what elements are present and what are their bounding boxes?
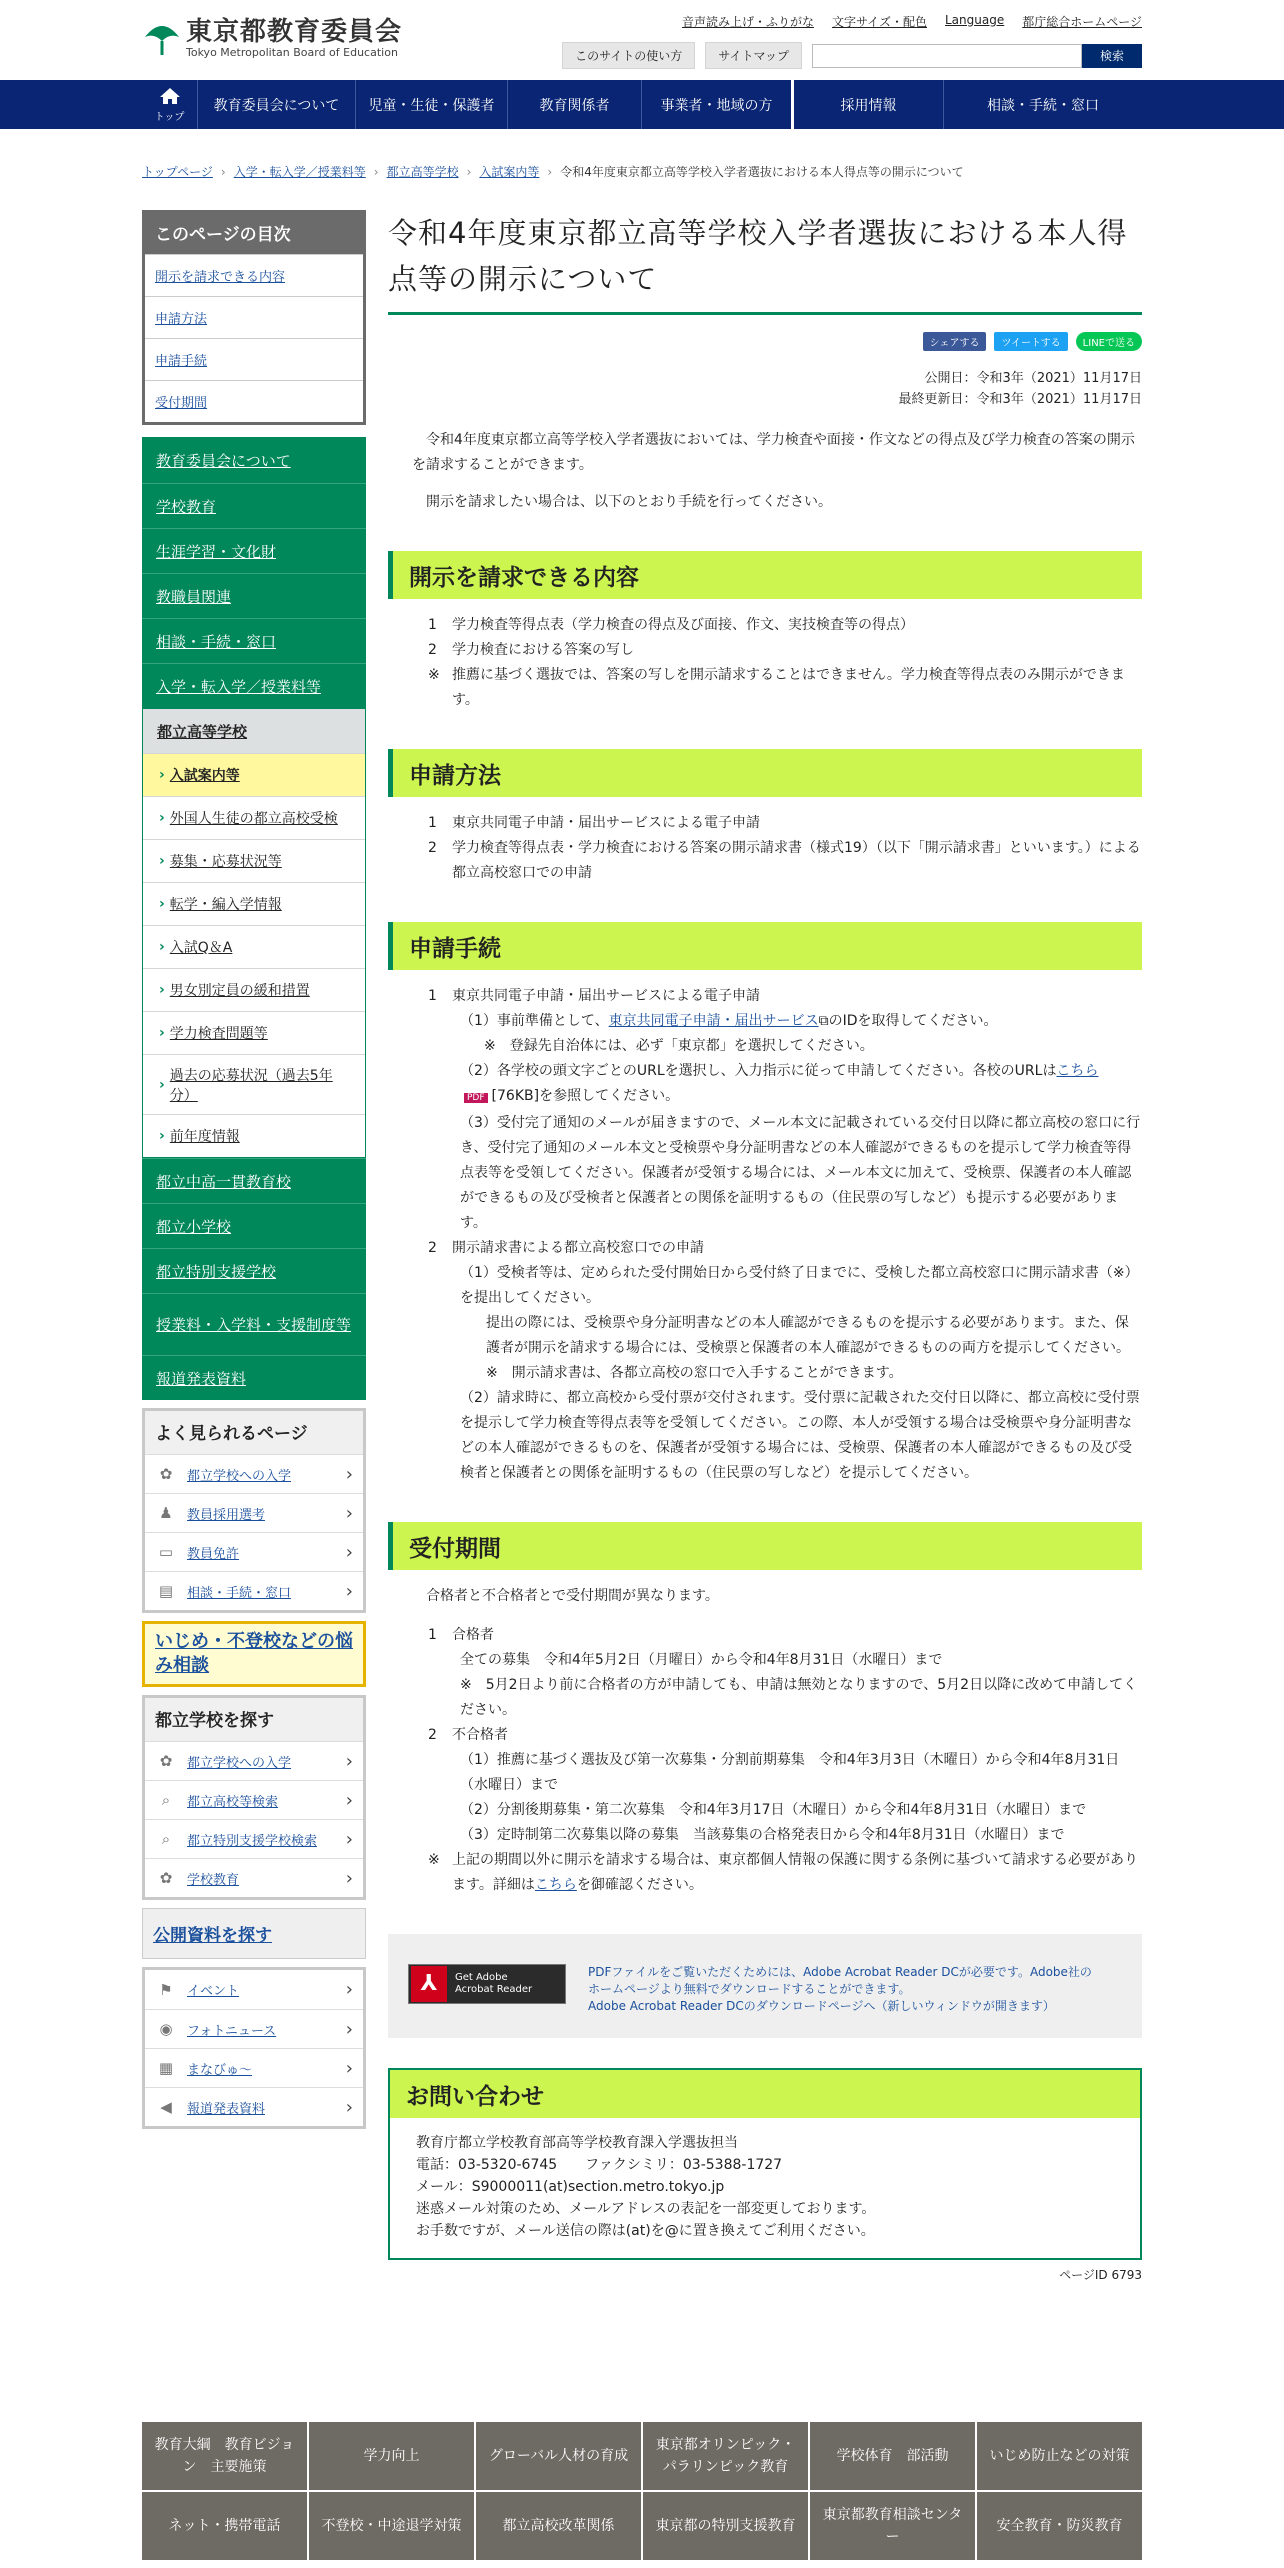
sidenav-item-about[interactable]: 教育委員会について (156, 452, 291, 470)
footer-link-net[interactable]: ネット・携帯電話 (142, 2492, 307, 2560)
find-school-title: 都立学校を探す (145, 1698, 363, 1741)
toc-item-period[interactable]: 受付期間 (155, 396, 208, 411)
procedure-a3-text: （3）受付完了通知のメールが届きますので、メール本文に記載されている交付日以降に都立高校の窓口に行き、受付完了通知のメール本文と受検票や身分証明書などの本人確認ができるものを提示して学力検査等得点表等を受領してください。保護者が受領する場合には、メール本文に加えて、受検票、保護者の本人確認ができるもの及び受検者と保護者との関係を証明するもの（住民票の写しなど）も提示する必要があります。 (460, 1115, 1141, 1231)
popular-item-label: 相談・手続・窓口 (187, 1585, 292, 1601)
procedure-b1-detail: 提出の際には、受検票や身分証明書などの本人確認ができるものを提示する必要があります。また、保護者が開示を請求する場合には、受検票と保護者の本人確認ができるものの両方を提示してください。 (486, 1315, 1130, 1356)
gnav-home-label: トップ (154, 112, 185, 123)
util-link-fontsize[interactable]: 文字サイズ・配色 (831, 15, 927, 29)
popular-title: よく見られるページ (145, 1411, 363, 1454)
side-nav (142, 437, 366, 1400)
misc-item-event[interactable] (145, 1970, 363, 2009)
period-lead: 合格者と不合格者とで受付期間が異なります。 (426, 1588, 719, 1604)
chevron-right-icon: › (159, 767, 165, 783)
popular-item-admission[interactable] (145, 1454, 363, 1493)
contact-dept: 教育庁都立学校教育部高等学校教育課入学選抜担当 (416, 2135, 738, 2151)
search-button[interactable]: 検索 (1082, 44, 1142, 68)
search-input[interactable] (812, 44, 1082, 68)
megaphone-icon: ◀ (160, 2098, 172, 2116)
page-title: 令和4年度東京都立高等学校入学者選抜における本人得点等の開示について (388, 210, 1142, 315)
sidebar (142, 210, 366, 2283)
chevron-right-icon: › (345, 1789, 353, 1811)
util-link-tocho[interactable]: 都庁総合ホームページ (1022, 15, 1142, 29)
period-failed-2: （2）分割後期募集・第二次募集 令和4年3月17日（木曜日）から令和4年8月31日（水曜日）まで (460, 1802, 1087, 1818)
popular-pages (142, 1408, 366, 1613)
procedure-a1-post: のIDを取得してください。 (828, 1013, 998, 1029)
section-heading-period: 受付期間 (388, 1522, 1142, 1570)
sidenav-subitem-past-status[interactable] (143, 1054, 365, 1114)
footer-link-academic[interactable]: 学力向上 (309, 2422, 474, 2490)
util-link-language[interactable]: Language (945, 13, 1005, 27)
footer-link-global[interactable]: グローバル人材の育成 (476, 2422, 641, 2490)
contact-heading: お問い合わせ (390, 2070, 1140, 2118)
site-header (142, 0, 1142, 80)
camera-icon: ◉ (159, 2020, 173, 2038)
sidenav-item-press[interactable]: 報道発表資料 (142, 1355, 366, 1400)
gnav-educators[interactable]: 教育関係者 (508, 80, 642, 129)
footer-link-reform[interactable]: 都立高校改革関係 (476, 2492, 641, 2560)
intro-paragraph-1: 令和4年度東京都立高等学校入学者選抜においては、学力検査や面接・作文などの得点及び学力検査の答案の開示を請求することができます。 (412, 432, 1135, 473)
contact-note-1: 迷惑メール対策のため、メールアドレスの表記を一部変更しております。 (416, 2201, 876, 2217)
school-icon: ✿ (159, 1465, 173, 1483)
sidenav-subitem-faq[interactable] (143, 925, 365, 968)
method-item-1: 東京共同電子申請・届出サービスによる電子申請 (452, 815, 760, 831)
school-url-pdf-link[interactable]: こちら (1056, 1063, 1099, 1079)
method-item-2: 学力検査等得点表・学力検査における答案の開示請求書（様式19）（以下「開示請求書」といいます。）による都立高校窓口での申請 (452, 840, 1141, 881)
popular-item-consult[interactable] (145, 1571, 363, 1610)
main-content (388, 210, 1142, 2283)
procedure-item-1: 東京共同電子申請・届出サービスによる電子申請 (452, 988, 760, 1004)
sidenav-subitem-exam[interactable] (143, 753, 365, 796)
site-logo[interactable] (142, 18, 402, 59)
chevron-right-icon: › (345, 2057, 353, 2079)
popular-item-recruit[interactable] (145, 1493, 363, 1532)
acrobat-badge-line2: Acrobat Reader (455, 1984, 533, 1995)
sidenav-item-consult[interactable]: 相談・手続・窓口 (142, 618, 366, 663)
chevron-right-icon: › (345, 2018, 353, 2040)
acrobat-text: PDFファイルをご覧いただくためには、Adobe Acrobat Reader DCが必要です。Adobe社のホームページより無料でダウンロードすることができます。 (588, 1965, 1092, 1996)
global-nav (0, 80, 1284, 129)
toc-item-method[interactable]: 申請方法 (155, 312, 208, 327)
chevron-right-icon: › (159, 853, 165, 869)
sidenav-item-school-education[interactable]: 学校教育 (142, 483, 366, 528)
public-documents-link[interactable]: 公開資料を探す (142, 1908, 366, 1959)
chevron-right-icon: › (345, 1750, 353, 1772)
popular-item-label: 教員免許 (187, 1546, 240, 1562)
sidenav-item-staff[interactable]: 教職員関連 (142, 573, 366, 618)
line-share-button[interactable]: LINEで送る (1076, 332, 1142, 351)
procedure-item-2: 開示請求書による都立高校窓口での申請 (452, 1240, 704, 1256)
id-card-icon: ▭ (158, 1543, 174, 1561)
sidenav-subitem-exam-problems[interactable] (143, 1011, 365, 1054)
chevron-right-icon: › (345, 1828, 353, 1850)
sidenav-sub-head[interactable]: 都立高等学校 (143, 709, 365, 753)
misc-item-label: 報道発表資料 (187, 2101, 266, 2117)
search-icon: ⌕ (161, 1830, 171, 1848)
contact-box (388, 2068, 1142, 2260)
facebook-share-button[interactable]: シェアする (923, 332, 987, 351)
procedure-a1-text: （1）事前準備として、 (460, 1013, 609, 1029)
acrobat-badge-line1: Get Adobe (455, 1972, 508, 1983)
footer-link-special[interactable]: 東京都の特別支援教育 (643, 2492, 808, 2560)
find-item-admission[interactable] (145, 1741, 363, 1780)
find-item-label: 学校教育 (187, 1872, 240, 1888)
misc-item-label: フォトニュース (187, 2023, 277, 2039)
find-item-education[interactable] (145, 1858, 363, 1897)
pdf-icon: PDF (464, 1093, 488, 1103)
contact-email: メール：S9000011(at)section.metro.tokyo.jp (416, 2179, 725, 2195)
sidenav-subitem-label: 学力検査問題等 (169, 1026, 268, 1042)
chevron-right-icon: › (345, 1867, 353, 1889)
section-heading-content: 開示を請求できる内容 (388, 551, 1142, 599)
sidenav-subitem-label: 外国人生徒の都立高校受検 (169, 811, 338, 827)
procedure-b1-note: ※ 開示請求書は、各都立高校の窓口で入手することができます。 (486, 1365, 903, 1381)
misc-item-label: イベント (187, 1984, 240, 1999)
chevron-right-icon: › (345, 1463, 353, 1485)
period-item-failed: 不合格者 (452, 1727, 508, 1743)
breadcrumb-current: 令和4年度東京都立高等学校入学者選抜における本人得点等の開示について (560, 165, 964, 179)
page-dates (388, 368, 1142, 410)
clapperboard-icon: ▦ (158, 2059, 174, 2077)
logo-title: 東京都教育委員会 (186, 17, 403, 47)
breadcrumb-admission[interactable]: 入学・転入学／授業料等 (233, 165, 366, 179)
home-icon (142, 87, 197, 108)
page-toc (142, 210, 366, 425)
period-note-text: 上記の期間以外に開示を請求する場合は、東京都個人情報の保護に関する条例に基づいて請求する必要があります。詳細は (452, 1852, 1138, 1893)
content-note: 推薦に基づく選抜では、答案の写しを開示請求することはできません。学力検査等得点表のみ開示ができます。 (452, 667, 1125, 708)
sidenav-subitem-label: 入試案内等 (169, 768, 240, 784)
ginkgo-logo-icon (142, 19, 182, 59)
chevron-right-icon: › (345, 1502, 353, 1524)
misc-item-photonews[interactable] (145, 2009, 363, 2048)
footer-link-olympic[interactable]: 東京都オリンピック・パラリンピック教育 (643, 2422, 808, 2490)
chevron-right-icon: › (159, 1076, 165, 1093)
sidenav-subitem-label: 転学・編入学情報 (169, 897, 282, 913)
period-note-post: を御確認ください。 (576, 1877, 703, 1893)
period-passed-all: 全ての募集 令和4年5月2日（月曜日）から令和4年8月31日（水曜日）まで (460, 1652, 943, 1668)
privacy-ordinance-link[interactable]: こちら (534, 1877, 577, 1893)
misc-item-manabyu[interactable] (145, 2048, 363, 2087)
howto-button[interactable]: このサイトの使い方 (562, 42, 695, 69)
popular-item-label: 都立学校への入学 (187, 1468, 292, 1484)
flag-icon: ⚑ (159, 1980, 173, 1999)
footer-link-safety[interactable]: 安全教育・防災教育 (977, 2492, 1142, 2560)
content-item-2: 学力検査における答案の写し (452, 642, 634, 658)
school-icon: ✿ (159, 1869, 173, 1887)
sidenav-item-chuko[interactable]: 都立中高一貫教育校 (142, 1158, 366, 1203)
sidenav-item-lifelong[interactable]: 生涯学習・文化財 (142, 528, 366, 573)
section-method: 申請方法 1 東京共同電子申請・届出サービスによる電子申請 2 学力検査等得点表・学力検査における答案の開示請求書（様式19）（以下「開示請求書」といいます。）による都立高校窓口での申請 (388, 749, 1142, 886)
logo-subtitle: Tokyo Metropolitan Board of Education (186, 46, 398, 59)
find-item-special[interactable] (145, 1819, 363, 1858)
chevron-right-icon: › (159, 1025, 165, 1041)
toc-title: このページの目次 (145, 213, 363, 254)
breadcrumb-top[interactable]: トップページ (142, 165, 213, 179)
section-heading-method: 申請方法 (388, 749, 1142, 797)
find-item-label: 都立高校等検索 (187, 1794, 279, 1810)
ijime-consult-banner[interactable]: いじめ・不登校などの悩み相談 (142, 1621, 366, 1687)
sidenav-item-elementary[interactable]: 都立小学校 (142, 1203, 366, 1248)
util-link-voice[interactable]: 音声読み上げ・ふりがな (681, 15, 814, 29)
find-item-highschool[interactable] (145, 1780, 363, 1819)
gnav-students[interactable]: 児童・生徒・保護者 (356, 80, 508, 129)
section-heading-procedure: 申請手続 (388, 922, 1142, 970)
procedure-a1-note: ※ 登録先自治体には、必ず「東京都」を選択してください。 (484, 1038, 874, 1054)
misc-links (142, 1967, 366, 2129)
footer-link-vision[interactable]: 教育大綱 教育ビジョン 主要施策 (142, 2422, 307, 2490)
find-item-label: 都立学校への入学 (187, 1755, 292, 1771)
search-form (812, 44, 1142, 68)
gnav-consult[interactable]: 相談・手続・窓口 (987, 97, 1099, 114)
sidenav-sub (142, 708, 366, 1158)
contact-phone: 電話：03-5320-6745 ファクシミリ：03-5388-1727 (416, 2157, 783, 2173)
gnav-about[interactable]: 教育委員会について (198, 80, 356, 129)
misc-item-label: まなびゅ～ (187, 2062, 253, 2078)
chevron-right-icon: › (345, 1580, 353, 1602)
sidenav-item-admission[interactable]: 入学・転入学／授業料等 (142, 663, 366, 708)
procedure-b1-text: （1）受検者等は、定められた受付開始日から受付終了日までに、受検した都立高校窓口に開示請求書（※）を提出してください。 (460, 1265, 1139, 1306)
footer-link-consult-center[interactable]: 東京都教育相談センター (810, 2492, 975, 2560)
procedure-a2-post: [76KB]を参照してください。 (491, 1088, 680, 1104)
procedure-a2-text: （2）各学校の頭文字ごとのURLを選択し、入力指示に従って申請してください。各校のURLは (460, 1063, 1057, 1079)
sidenav-subitem-label: 募集・応募状況等 (169, 854, 282, 870)
utility-links (682, 13, 1142, 30)
school-icon: ✿ (159, 1752, 173, 1770)
document-icon: ▤ (158, 1582, 174, 1600)
chevron-right-icon: › (345, 2096, 353, 2118)
e-application-link[interactable]: 東京共同電子申請・届出サービス (608, 1013, 819, 1029)
sidenav-subitem-transfer[interactable] (143, 882, 365, 925)
sidenav-subitem-label: 前年度情報 (169, 1129, 240, 1145)
twitter-share-button[interactable]: ツイートする (994, 332, 1067, 351)
chevron-right-icon: › (159, 896, 165, 912)
period-passed-note: ※ 5月2日より前に合格者の方が申請しても、申請は無効となりますので、5月2日以降に改めて申請してください。 (460, 1677, 1138, 1718)
search-icon: ⌕ (161, 1791, 171, 1809)
person-icon: ♟ (159, 1504, 173, 1522)
find-item-label: 都立特別支援学校検索 (187, 1833, 318, 1849)
published-date: 公開日：令和3年（2021）11月17日 (924, 371, 1142, 386)
sidenav-subitem-label: 入試Q＆A (169, 940, 233, 956)
sidenav-subitem-label: 男女別定員の緩和措置 (169, 983, 310, 999)
breadcrumb-highschool[interactable]: 都立高等学校 (386, 165, 459, 179)
toc-item-content[interactable]: 開示を請求できる内容 (155, 270, 286, 285)
popular-item-license[interactable] (145, 1532, 363, 1571)
footer-link-ijime[interactable]: いじめ防止などの対策 (977, 2422, 1142, 2490)
gnav-business[interactable]: 事業者・地域の方 (642, 80, 794, 129)
find-school (142, 1695, 366, 1900)
period-item-passed: 合格者 (452, 1627, 494, 1643)
get-acrobat-reader-button[interactable] (408, 1964, 566, 2004)
period-failed-1: （1）推薦に基づく選抜及び第一次募集・分割前期募集 令和4年3月3日（木曜日）から令和4年8月31日（水曜日）まで (460, 1752, 1120, 1793)
toc-item-procedure[interactable]: 申請手続 (155, 354, 208, 369)
acrobat-reader-box (388, 1934, 1142, 2038)
sidenav-subitem-label: 過去の応募状況（過去5年分） (169, 1067, 333, 1104)
section-procedure: 申請手続 1 東京共同電子申請・届出サービスによる電子申請 （1）事前準備として、東京共同電子申請・届出サービス⧉のIDを取得してください。 ※ 登録先自治体には、必ず「東京都」を選択してください。 （2）各学校の頭文字ごとのURLを選択し、入力指示に従って申請してください。各校のURLはこちらPDF [76KB]を参照してください。 （3）受付完了通知のメールが届きますので、メール本文に記載されている交付日以降に都立高校の窓口に行き、受付完了通知のメール本文と受検票や身分証明書などの本人確認ができるものを提示して学力検査等得点表等を受領してください。保護者が受領する場合には、メール本文に加えて、受検票、保護者の本人確認ができるもの及び受検者と保護者との関係を証明するもの（住民票の写しなど）も提示する必要があります。 2 開示請求書による都立高校窓口での申請 （1）受検者等は、定められた受付開始日から受付終了日までに、受検した都立高校窓口に開示請求書（※）を提出してください。 提出の際には、受検票や身分証明書などの本人確認ができるものを提示する必要があります。また、保護者が開示を請求する場合には、受検票と保護者の本人確認ができるものの両方を提示してください。 ※ 開示請求書は、各都立高校の窓口で入手することができます。 （2）請求時に、都立高校から受付票が交付されます。受付票に記載された交付日以降に、都立高校に受付票を提示して学力検査等得点表等を受領してください。この際、本人が受領する場合は受検票や身分証明書などの本人確認ができるものを、保護者が受領する場合には、受検票、保護者の本人確認ができるもの及び受検者と保護者との関係を証明するもの（住民票の写しなど）を提示してください。 (388, 922, 1142, 1486)
page-id: ページID 6793 (1059, 2268, 1142, 2282)
sidenav-subitem-prev-year[interactable] (143, 1114, 365, 1157)
section-content: 開示を請求できる内容 1 学力検査等得点表（学力検査の得点及び面接、作文、実技検査等の得点） 2 学力検査における答案の写し ※ 推薦に基づく選抜では、答案の写しを開示請求することはできません。学力検査等得点表のみ開示ができます。 (388, 551, 1142, 713)
intro-paragraph-2: 開示を請求したい場合は、以下のとおり手続を行ってください。 (426, 494, 832, 510)
footer-link-sports[interactable]: 学校体育 部活動 (810, 2422, 975, 2490)
sidenav-subitem-foreign[interactable] (143, 796, 365, 839)
sidenav-subitem-recruit-status[interactable] (143, 839, 365, 882)
breadcrumb-exam[interactable]: 入試案内等 (479, 165, 540, 179)
chevron-right-icon: › (159, 939, 165, 955)
procedure-b2-text: （2）請求時に、都立高校から受付票が交付されます。受付票に記載された交付日以降に、都立高校に受付票を提示して学力検査等得点表等を受領してください。この際、本人が受領する場合は受検票や身分証明書などの本人確認ができるものを、保護者が受領する場合には、受検票、保護者の本人確認ができるもの及び受検者と保護者との関係を証明するもの（住民票の写しなど）を提示してください。 (460, 1390, 1140, 1481)
misc-item-press[interactable] (145, 2087, 363, 2126)
breadcrumb: トップページ › 入学・転入学／授業料等 › 都立高等学校 › 入試案内等 › 令和4年度東京都立高等学校入学者選抜における本人得点等の開示について (142, 164, 964, 179)
footer-links (142, 2422, 1142, 2560)
chevron-right-icon: › (159, 982, 165, 998)
contact-note-2: お手数ですが、メール送信の際は(at)を@に置き換えてご利用ください。 (416, 2223, 875, 2239)
content-item-1: 学力検査等得点表（学力検査の得点及び面接、作文、実技検査等の得点） (452, 617, 914, 633)
acrobat-icon: ⅄ (411, 1966, 447, 2002)
gnav-home[interactable] (142, 80, 198, 129)
share-buttons (388, 332, 1142, 351)
chevron-right-icon: › (159, 1128, 165, 1144)
sidenav-item-special[interactable]: 都立特別支援学校 (142, 1248, 366, 1293)
period-failed-3: （3）定時制第二次募集以降の募集 当該募集の合格発表日から令和4年8月31日（水曜日）まで (460, 1827, 1065, 1843)
footer-link-futoko[interactable]: 不登校・中途退学対策 (309, 2492, 474, 2560)
external-link-icon: ⧉ (818, 1013, 829, 1029)
popular-item-label: 教員採用選考 (187, 1507, 266, 1523)
sidenav-item-tuition[interactable]: 授業料・入学料・支援制度等 (142, 1293, 366, 1355)
sidenav-subitem-gender-quota[interactable] (143, 968, 365, 1011)
gnav-recruit[interactable]: 採用情報 (794, 80, 944, 129)
updated-date: 最終更新日：令和3年（2021）11月17日 (898, 392, 1142, 407)
chevron-right-icon: › (159, 810, 165, 826)
chevron-right-icon: › (345, 1979, 353, 2000)
chevron-right-icon: › (345, 1541, 353, 1563)
sitemap-button[interactable]: サイトマップ (705, 42, 802, 69)
acrobat-download-link[interactable]: Adobe Acrobat Reader DCのダウンロードページへ（新しいウィンドウが開きます） (588, 1999, 1055, 2013)
section-period: 受付期間 合格者と不合格者とで受付期間が異なります。 1 合格者 全ての募集 令和4年5月2日（月曜日）から令和4年8月31日（水曜日）まで ※ 5月2日より前に合格者の方が申請しても、申請は無効となりますので、5月2日以降に改めて申請してください。 2 不合格者 （1）推薦に基づく選抜及び第一次募集・分割前期募集 令和4年3月3日（木曜日）から令和4年8月31日（水曜日）まで （2）分割後期募集・第二次募集 令和4年3月17日（木曜日）から令和4年8月31日（水曜日）まで （3）定時制第二次募集以降の募集 当該募集の合格発表日から令和4年8月31日（水曜日）まで ※ 上記の期間以外に開示を請求する場合は、東京都個人情報の保護に関する条例に基づいて請求する必要があります。詳細はこちらを御確認ください。 (388, 1522, 1142, 1898)
